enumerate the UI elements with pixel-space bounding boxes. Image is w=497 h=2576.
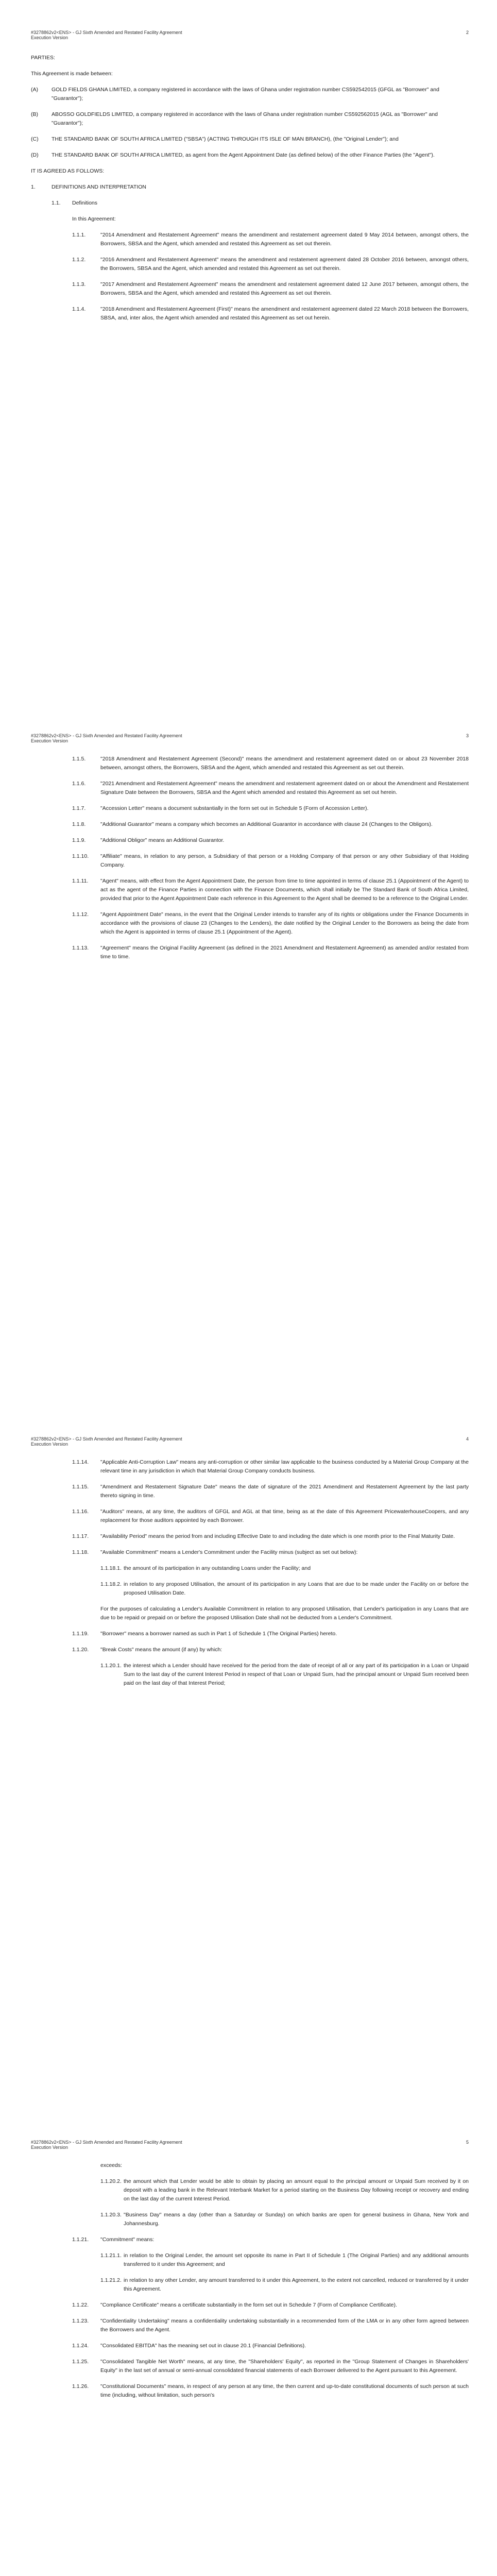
- document-page-4: [0, 1406, 497, 2110]
- header-version: Execution Version: [31, 1442, 68, 1447]
- agreed-text: IT IS AGREED AS FOLLOWS:: [31, 168, 105, 174]
- page-number: 2: [466, 30, 469, 35]
- definition-item: 1.1.24. "Consolidated EBITDA" has the meaning set out in clause 20.1 (Financial Definitions).: [72, 2343, 306, 2349]
- header-version: Execution Version: [31, 2145, 68, 2150]
- sub-definition-item: 1.1.20.2. the amount which that Lender would be able to obtain by placing an amount equal to the principal amount or Unpaid Sum received by it on deposit with a leading bank in the Relevant Interbank Market for a period starting on the Business Day following receipt or recovery and ending on the last day of the current Interest Period.: [100, 2178, 469, 2202]
- header-version: Execution Version: [31, 35, 68, 40]
- definition-item: 1.1.6. "2021 Amendment and Restatement Agreement" means the amendment and restatement agreement dated on or about the Amendment and Restatement Signature Date between the Borrowers, SBSA and the Agent which amended and restated this Agreement as set out herein.: [72, 781, 469, 795]
- page-body: [31, 2161, 469, 2407]
- definition-item: 1.1.13. "Agreement" means the Original Facility Agreement (as defined in the 2021 Amendment and Restatement Agreement) as amended and/or restated from time to time.: [72, 945, 469, 960]
- clause-heading: 1. DEFINITIONS AND INTERPRETATION: [31, 184, 146, 190]
- definition-item: 1.1.19. "Borrower" means a borrower named as such in Part 1 of Schedule 1 (The Original Parties) hereto.: [72, 1631, 337, 1637]
- definition-item: 1.1.14. "Applicable Anti-Corruption Law" means any anti-corruption or other similar law applicable to the business conducted by a Material Group Company at the relevant time in any jurisdiction in which that Material Group Company conducts business.: [72, 1459, 469, 1474]
- definition-item: 1.1.25. "Consolidated Tangible Net Worth" means, at any time, the "Shareholders' Equity", as reported in the "Group Statement of Changes in Shareholders' Equity" in the last set of annual or semi-annual consolidated financial statements of each Borrower delivered to the Agent pursuant to this Agreement.: [72, 2359, 469, 2374]
- definition-item: 1.1.16. "Auditors" means, at any time, the auditors of GFGL and AGL at that time, being as at the date of this Agreement PricewaterhouseCoopers, and any replacement for those auditors appointed by each Borrower.: [72, 1509, 469, 1523]
- definition-item: 1.1.18. "Available Commitment" means a Lender's Commitment under the Facility minus (subject as set out below):: [72, 1549, 358, 1555]
- party-d: (D) THE STANDARD BANK OF SOUTH AFRICA LIMITED, as agent from the Agent Appointment Date (as defined below) of the other Finance Parties (the "Agent").: [31, 152, 435, 158]
- definition-item: 1.1.4. "2018 Amendment and Restatement Agreement (First)" means the amendment and restatement agreement dated 22 March 2018 between the Borrowers, SBSA, and, inter alios, the Agent which amended and restated this Agreement as set out herein.: [72, 306, 469, 321]
- document-page-3: [0, 703, 497, 1406]
- header-ref: #3278862v2<ENS> - GJ Sixth Amended and Restated Facility Agreement: [31, 30, 182, 35]
- parties-heading: PARTIES:: [31, 55, 55, 61]
- document-page-5: [0, 2110, 497, 2576]
- party-a: (A) GOLD FIELDS GHANA LIMITED, a company registered in accordance with the laws of Ghana under registration number CS592542015 (GFGL as "Borrower" and "Guarantor");: [31, 87, 439, 101]
- sub-definition-item: 1.1.21.2. in relation to any other Lender, any amount transferred to it under this Agreement, to the extent not cancelled, reduced or transferred by it under this Agreement.: [100, 2277, 469, 2292]
- page-body: [31, 54, 469, 330]
- definition-item: 1.1.5. "2018 Amendment and Restatement Agreement (Second)" means the amendment and restatement agreement dated on or about 23 November 2018 between, amongst others, the Borrowers, SBSA and the Agent, which amended and restated this Agreement as set out therein.: [72, 756, 469, 771]
- definition-item: 1.1.22. "Compliance Certificate" means a certificate substantially in the form set out in Schedule 7 (Form of Compliance Certificate).: [72, 2302, 397, 2308]
- sub-definition-item: 1.1.18.2. in relation to any proposed Utilisation, the amount of its participation in any Loans that are due to be made under the Facility on or before the proposed Utilisation Date.: [100, 1581, 469, 1596]
- document-page-2: [0, 0, 497, 703]
- header-ref: #3278862v2<ENS> - GJ Sixth Amended and Restated Facility Agreement: [31, 1436, 182, 1442]
- definition-item: 1.1.9. "Additional Obligor" means an Additional Guarantor.: [72, 837, 225, 843]
- definition-item: 1.1.15. "Amendment and Restatement Signature Date" means the date of signature of the 2021 Amendment and Restatement Agreement by the last party thereto signing in time.: [72, 1484, 469, 1499]
- page-number: 4: [466, 1436, 469, 1442]
- page-header: [31, 1436, 469, 1447]
- header-ref: #3278862v2<ENS> - GJ Sixth Amended and Restated Facility Agreement: [31, 733, 182, 738]
- header-version: Execution Version: [31, 738, 68, 743]
- sub-definition-item: 1.1.20.3. "Business Day" means a day (other than a Saturday or Sunday) on which banks are open for general business in Ghana, New York and Johannesburg.: [100, 2212, 469, 2227]
- page-header: [31, 733, 469, 743]
- page-body: [31, 1458, 469, 1695]
- definition-item: 1.1.10. "Affiliate" means, in relation to any person, a Subsidiary of that person or a Holding Company of that person or any other Subsidiary of that Holding Company.: [72, 853, 469, 868]
- subclause-heading: 1.1. Definitions: [52, 200, 98, 206]
- definition-item: 1.1.26. "Constitutional Documents" means, in respect of any person at any time, the then current and up-to-date constitutional documents of such person at such time (including, without limitation, such person's: [72, 2383, 469, 2398]
- party-c: (C) THE STANDARD BANK OF SOUTH AFRICA LIMITED ("SBSA") (ACTING THROUGH ITS ISLE OF MAN BRANCH), (the "Original Lender"); and: [31, 136, 399, 142]
- page-number: 3: [466, 733, 469, 738]
- between-text: This Agreement is made between:: [31, 71, 113, 77]
- sub-definition-item: 1.1.21.1. in relation to the Original Lender, the amount set opposite its name in Part II of Schedule 1 (The Original Parties) and any additional amounts transferred to it under this Agreement; and: [100, 2252, 469, 2267]
- page-header: [31, 30, 469, 40]
- definition-item: 1.1.7. "Accession Letter" means a document substantially in the form set out in Schedule 5 (Form of Accession Letter).: [72, 805, 369, 811]
- definition-item: 1.1.17. "Availability Period" means the period from and including Effective Date to and including the date which is one month prior to the Final Maturity Date.: [72, 1533, 455, 1539]
- sub-definition-item: 1.1.20.1. the interest which a Lender should have received for the period from the date of receipt of all or any part of its participation in a Loan or Unpaid Sum to the last day of the current Interest Period in respect of that Loan or Unpaid Sum, had the principal amount or Unpaid Sum received been paid on the last day of that Interest Period;: [100, 1663, 469, 1686]
- header-ref: #3278862v2<ENS> - GJ Sixth Amended and Restated Facility Agreement: [31, 2140, 182, 2145]
- continuation-text: exceeds:: [100, 2162, 123, 2168]
- page-body: [31, 755, 469, 969]
- sub-definition-item: 1.1.18.1. the amount of its participation in any outstanding Loans under the Facility; and: [100, 1565, 311, 1571]
- definition-item: 1.1.1. "2014 Amendment and Restatement Agreement" means the amendment and restatement agreement dated 9 May 2014 between, amongst others, the Borrowers, SBSA and the Agent, which amended and restated this Agreement as set out therein.: [72, 232, 469, 247]
- definitions-intro: In this Agreement:: [72, 216, 116, 222]
- definition-item: 1.1.2. "2016 Amendment and Restatement Agreement" means the amendment and restatement agreement dated 28 October 2016 between, amongst others, the Borrowers, SBSA and the Agent, which amended and restated this Agreement as set out therein.: [72, 257, 469, 272]
- definition-item: 1.1.8. "Additional Guarantor" means a company which becomes an Additional Guarantor in accordance with clause 24 (Changes to the Obligors).: [72, 821, 433, 827]
- definition-item: 1.1.21. "Commitment" means:: [72, 2236, 155, 2243]
- definition-item: 1.1.3. "2017 Amendment and Restatement Agreement" means the amendment and restatement agreement dated 12 June 2017 between, amongst others, the Borrowers, SBSA and the Agent, which amended and restated this Agreement as set out therein.: [72, 281, 469, 296]
- page-number: 5: [466, 2140, 469, 2145]
- definition-item: 1.1.23. "Confidentiality Undertaking" means a confidentiality undertaking substantially in a recommended form of the LMA or in any other form agreed between the Borrowers and the Agent.: [72, 2318, 469, 2333]
- page-header: [31, 2140, 469, 2150]
- party-b: (B) ABOSSO GOLDFIELDS LIMITED, a company registered in accordance with the laws of Ghana under registration number CS592562015 (AGL as "Borrower" and "Guarantor");: [31, 111, 438, 126]
- definition-item: 1.1.11. "Agent" means, with effect from the Agent Appointment Date, the person from time to time appointed in terms of clause 25.1 (Appointment of the Agent) to act as the agent of the Finance Parties in connection with the Finance Documents, which shall initially be The Standard Bank of South Africa Limited, provided that prior to the Agent Appointment Date each reference in this Agreement to the Agent shall be deemed to be a reference to the Original Lender.: [72, 878, 469, 902]
- definition-item: 1.1.12. "Agent Appointment Date" means, in the event that the Original Lender intends to transfer any of its rights or obligations under the Finance Documents in accordance with the provisions of clause 23 (Changes to the Lenders), the date notified by the Original Lender to the Borrowers as being the date from which the Agent is appointed in terms of clause 25.1 (Appointment of the Agent).: [72, 911, 469, 935]
- available-commitment-note: For the purposes of calculating a Lender's Available Commitment in relation to any proposed Utilisation, that Lender's participation in any Loans that are due to be repaid or prepaid on or before the proposed Utilisation Date shall not be deducted from a Lender's Commitment.: [100, 1606, 469, 1621]
- definition-item: 1.1.20. "Break Costs" means the amount (if any) by which:: [72, 1647, 222, 1653]
